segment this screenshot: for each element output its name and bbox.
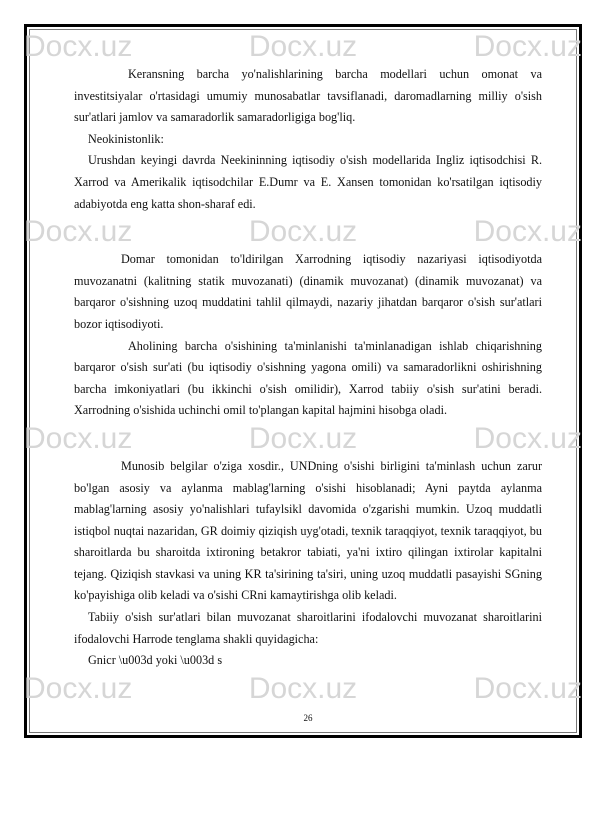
paragraph: Domar tomonidan to'ldirilgan Xarrodning iqtisodiy nazariyasi iqtisodiyotda muvozanatni (kalitning statik muvozanati) (dinamik muvozanat) (dinamik muvozanat) va barqaror o'sishning uzoq muddatini tahlil qilmaydi, nazariy jihatdan barqaror o'sish sur'atlari bozor iqtisodiyoti. [74, 252, 542, 331]
watermark: Docx.uz [473, 671, 582, 705]
watermark: Docx.uz [248, 671, 358, 705]
watermark-row [24, 30, 582, 64]
watermark: Docx.uz [473, 215, 582, 249]
document-body [74, 456, 542, 672]
paragraph: Aholining barcha o'sishining ta'minlanishi ta'minlanadigan ishlab chiqarishning barqaror o'sish sur'ati (bu iqtisodiy o'sishning yagona omili) va samaradorlikni oshirishning barcha imkoniyatlari (bu ikkinchi o'sish omilidir), Xarrod tabiiy o'sish sur'atini beradi. Xarrodning o'sishida uchinchi omil to'plangan kapital hajmini hisobga oladi. [74, 338, 542, 418]
document-body [74, 64, 542, 215]
paragraph: Tabiiy o'sish sur'atlari bilan muvozanat sharoitlarini ifodalovchi muvozanat sharoitlarini ifodalovchi Harrode tenglama shakli quyidagicha: [74, 610, 542, 646]
watermark-row [24, 672, 582, 706]
formula-line: Gnicr \u003d yoki \u003d s [88, 653, 223, 668]
document-body [74, 249, 542, 422]
watermark: Docx.uz [24, 421, 133, 455]
section-heading: Neokinistonlik: [88, 131, 164, 146]
watermark: Docx.uz [473, 421, 582, 455]
watermark: Docx.uz [24, 671, 133, 705]
watermark: Docx.uz [24, 215, 133, 249]
watermark: Docx.uz [248, 421, 358, 455]
watermark: Docx.uz [248, 30, 358, 63]
watermark-row [24, 215, 582, 249]
paragraph: Munosib belgilar o'ziga xosdir., UNDning o'sishi birligini ta'minlash uchun zarur bo'lgan asosiy va aylanma mablag'larning o'sishi hisoblanadi; Ayni paytda aylanma mablag'larning asosiy yo'nalishlari tufaylsikl davomida o'zgarishi mumkin. Uzoq muddatli istiqbol nuqtai nazaridan, GR doimiy qiziqish uyg'otadi, texnik taraqqiyot, texnik taraqqiyot, bu sharoitlarda bu sharoitda ixtironing betakror tabiati, ya'ni ixtiro qilingan ixtirolar kapitalni tejang. Qiziqish stavkasi va uning KR ta'sirining ta'siri, uning uzoq muddatli pasayishi SGning ko'payishiga olib keladi va o'sishi CRni kamaytirishga olib keladi. [74, 458, 542, 603]
watermark: Docx.uz [248, 215, 358, 249]
watermark: Docx.uz [24, 30, 133, 63]
page-border [24, 24, 582, 738]
page-border-inner [24, 29, 582, 733]
watermark: Docx.uz [473, 30, 582, 63]
watermark-row [24, 422, 582, 456]
paragraph: Keransning barcha yo'nalishlarining barcha modellari uchun omonat va investitsiyalar o'rtasidagi umumiy munosabatlar tavsiflanadi, daromadlarning milliy o'sish sur'atlari jamlov va samaradorlik samaradorligiga bog'liq. [74, 67, 542, 125]
paragraph: Urushdan keyingi davrda Neekininning iqtisodiy o'sish modellarida Ingliz iqtisodchisi R. Xarrod va Amerikalik iqtisodchilar E.Dumr va E. Xansen tomonidan ko'rsatilgan iqtisodiy adabiyotda eng katta shon-sharaf edi. [74, 153, 542, 211]
page-number: 26 [303, 712, 313, 723]
